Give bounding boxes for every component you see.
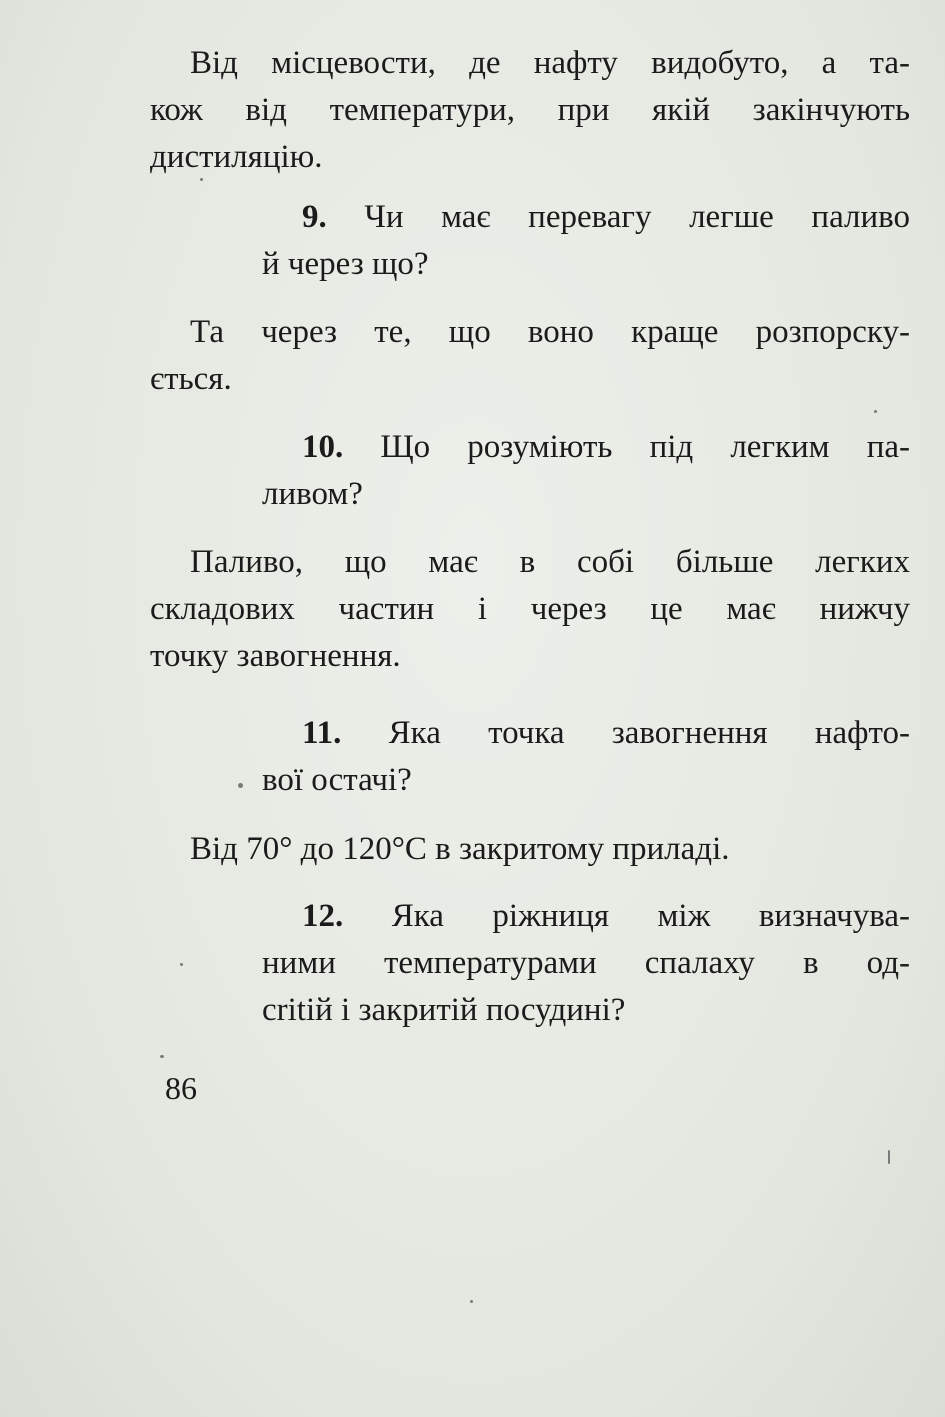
text-line: Та через те, що воно краще розпорску-: [190, 314, 910, 350]
text-line: кож від температури, при якій закінчують: [150, 92, 910, 128]
scan-speck: [888, 1150, 890, 1164]
text-line: critій і закритій посудині?: [262, 992, 626, 1028]
answer-paragraph: [150, 539, 910, 680]
text-line: Яка точка завогнення нафто-: [388, 715, 910, 751]
question-number: 9.: [302, 199, 327, 235]
text-line: дистиляцію.: [150, 139, 323, 175]
question-number: 12.: [302, 898, 344, 934]
text-line: Чи має перевагу легше паливо: [364, 199, 910, 235]
text-line: ється.: [150, 361, 232, 397]
text-line: ними температурами спалаху в од-: [262, 945, 910, 981]
text-line: вої остачі?: [262, 762, 412, 798]
answer-paragraph: [150, 40, 910, 181]
answer-paragraph: [150, 826, 910, 873]
text-line: Яка ріжниця між визначува-: [391, 898, 910, 934]
question-11: [262, 710, 910, 804]
text-line: й через що?: [262, 246, 429, 282]
answer-paragraph: [150, 309, 910, 403]
question-number: 10.: [302, 429, 344, 465]
page-number: 86: [165, 1070, 197, 1106]
scan-speck: [200, 178, 203, 181]
question-9: [262, 194, 910, 288]
scan-speck: [470, 1300, 473, 1303]
text-line: Паливо, що має в собі більше легких: [190, 544, 910, 580]
text-line: Від 70° до 120°С в закритому приладі.: [190, 831, 730, 867]
text-line: точку завогнення.: [150, 638, 401, 674]
text-line: Від місцевости, де нафту видобуто, а та-: [190, 45, 910, 81]
text-line: Що розуміють під легким па-: [380, 429, 910, 465]
text-line: складових частин і через це має нижчу: [150, 591, 910, 627]
text-line: ливом?: [262, 476, 363, 512]
question-10: [262, 424, 910, 518]
question-number: 11.: [302, 715, 342, 751]
scan-speck: [180, 963, 183, 966]
question-12: [262, 893, 910, 1034]
scan-speck: [160, 1055, 164, 1058]
scan-speck: [238, 783, 243, 788]
scan-speck: [874, 410, 877, 413]
